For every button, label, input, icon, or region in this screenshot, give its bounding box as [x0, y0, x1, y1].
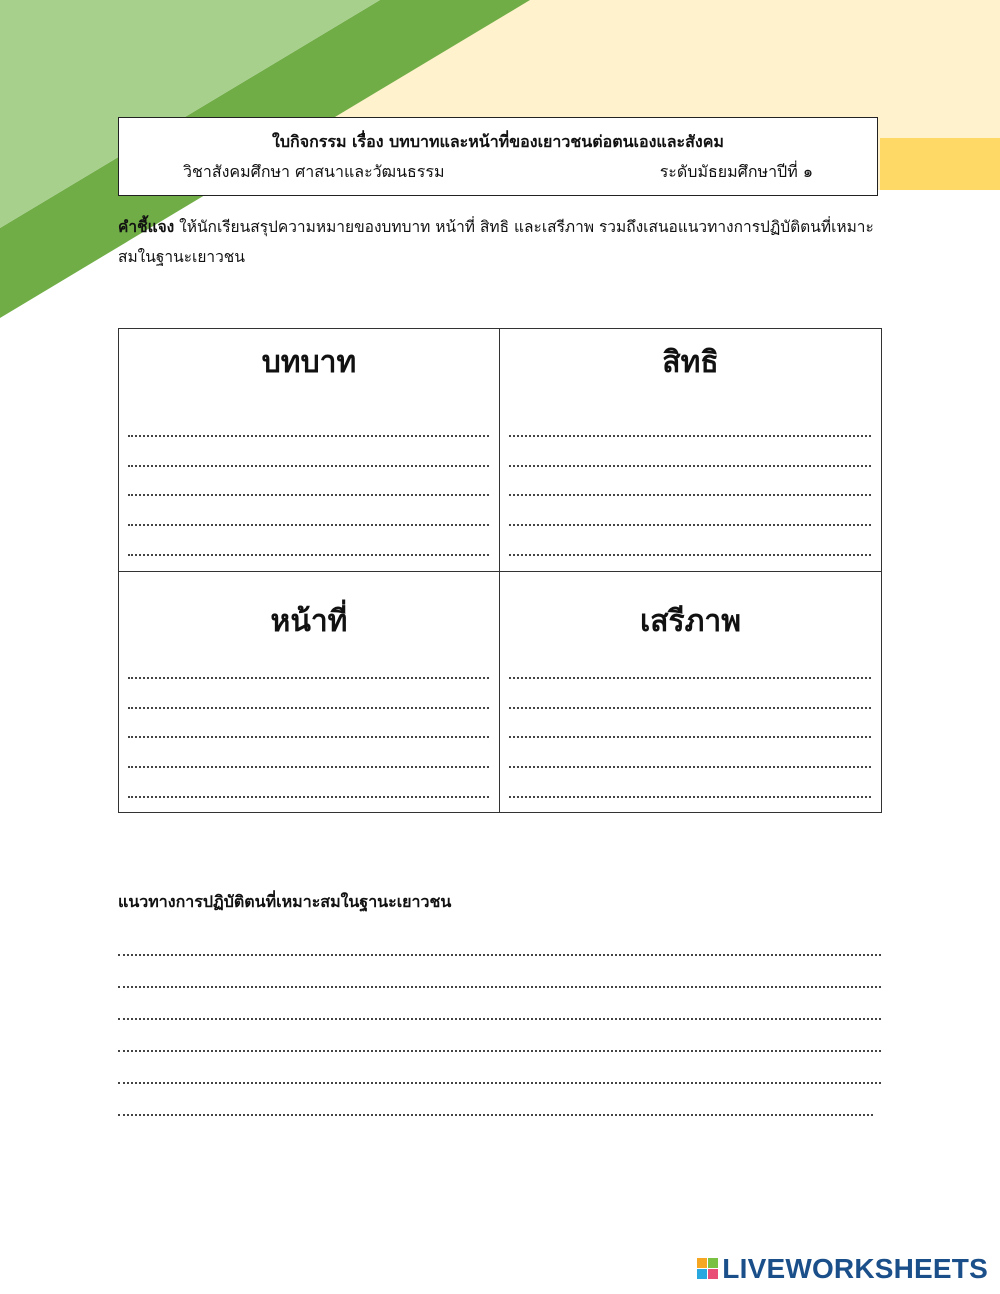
yellow-band — [880, 138, 1000, 190]
answer-line[interactable] — [128, 407, 489, 437]
liveworksheets-logo-icon — [697, 1258, 719, 1280]
box-role — [119, 329, 500, 572]
practice-answer-lines[interactable] — [118, 924, 881, 1116]
box-title: เสรีภาพ — [639, 604, 742, 639]
instructions-label: คำชี้แจง — [118, 218, 175, 236]
subject-label: วิชาสังคมศึกษา ศาสนาและวัฒนธรรม — [183, 162, 445, 181]
answer-lines[interactable] — [128, 407, 489, 556]
answer-line[interactable] — [509, 768, 871, 798]
answer-line[interactable] — [128, 526, 489, 556]
header-box — [118, 117, 878, 196]
grade-level-label: ระดับมัธยมศึกษาปีที่ ๑ — [659, 162, 813, 181]
logo-square-icon — [708, 1258, 718, 1268]
instructions-text: ให้นักเรียนสรุปความหมายของบทบาท หน้าที่ สิทธิ และเสรีภาพ รวมถึงเสนอแนวทางการปฏิบัติตนที่เหมาะสมในฐานะเยาวชน — [118, 218, 874, 266]
logo-square-icon — [697, 1269, 707, 1279]
box-title: บทบาท — [261, 345, 357, 380]
answer-line[interactable] — [128, 437, 489, 467]
answer-line[interactable] — [509, 738, 871, 768]
box-rights — [500, 329, 881, 572]
answer-line[interactable] — [118, 988, 881, 1020]
logo-square-icon — [697, 1258, 707, 1268]
box-title: สิทธิ — [662, 345, 719, 380]
concept-grid — [118, 328, 882, 813]
box-freedom — [500, 572, 881, 812]
practice-heading: แนวทางการปฏิบัติตนที่เหมาะสมในฐานะเยาวชน — [118, 892, 452, 911]
answer-lines[interactable] — [128, 649, 489, 798]
answer-line[interactable] — [128, 467, 489, 497]
answer-line[interactable] — [118, 924, 881, 956]
answer-line[interactable] — [509, 679, 871, 709]
liveworksheets-logo — [697, 1253, 988, 1285]
answer-line[interactable] — [509, 496, 871, 526]
instructions — [118, 212, 878, 272]
answer-line[interactable] — [509, 649, 871, 679]
box-duty — [119, 572, 500, 812]
answer-line[interactable] — [118, 956, 881, 988]
logo-text: LIVEWORKSHEETS — [722, 1253, 988, 1284]
box-title: หน้าที่ — [270, 604, 348, 639]
answer-line[interactable] — [128, 709, 489, 739]
answer-line[interactable] — [128, 679, 489, 709]
answer-line[interactable] — [509, 407, 871, 437]
answer-line[interactable] — [509, 709, 871, 739]
answer-lines[interactable] — [509, 407, 871, 556]
answer-line[interactable] — [128, 768, 489, 798]
answer-line[interactable] — [509, 437, 871, 467]
answer-line[interactable] — [118, 1020, 881, 1052]
answer-line[interactable] — [118, 1052, 881, 1084]
answer-line[interactable] — [509, 467, 871, 497]
answer-line[interactable] — [128, 738, 489, 768]
answer-line[interactable] — [128, 496, 489, 526]
answer-line[interactable] — [128, 649, 489, 679]
answer-lines[interactable] — [509, 649, 871, 798]
answer-line[interactable] — [509, 526, 871, 556]
worksheet-title: ใบกิจกรรม เรื่อง บทบาทและหน้าที่ของเยาวชนต่อตนเองและสังคม — [272, 132, 724, 151]
answer-line[interactable] — [118, 1084, 873, 1116]
logo-square-icon — [708, 1269, 718, 1279]
